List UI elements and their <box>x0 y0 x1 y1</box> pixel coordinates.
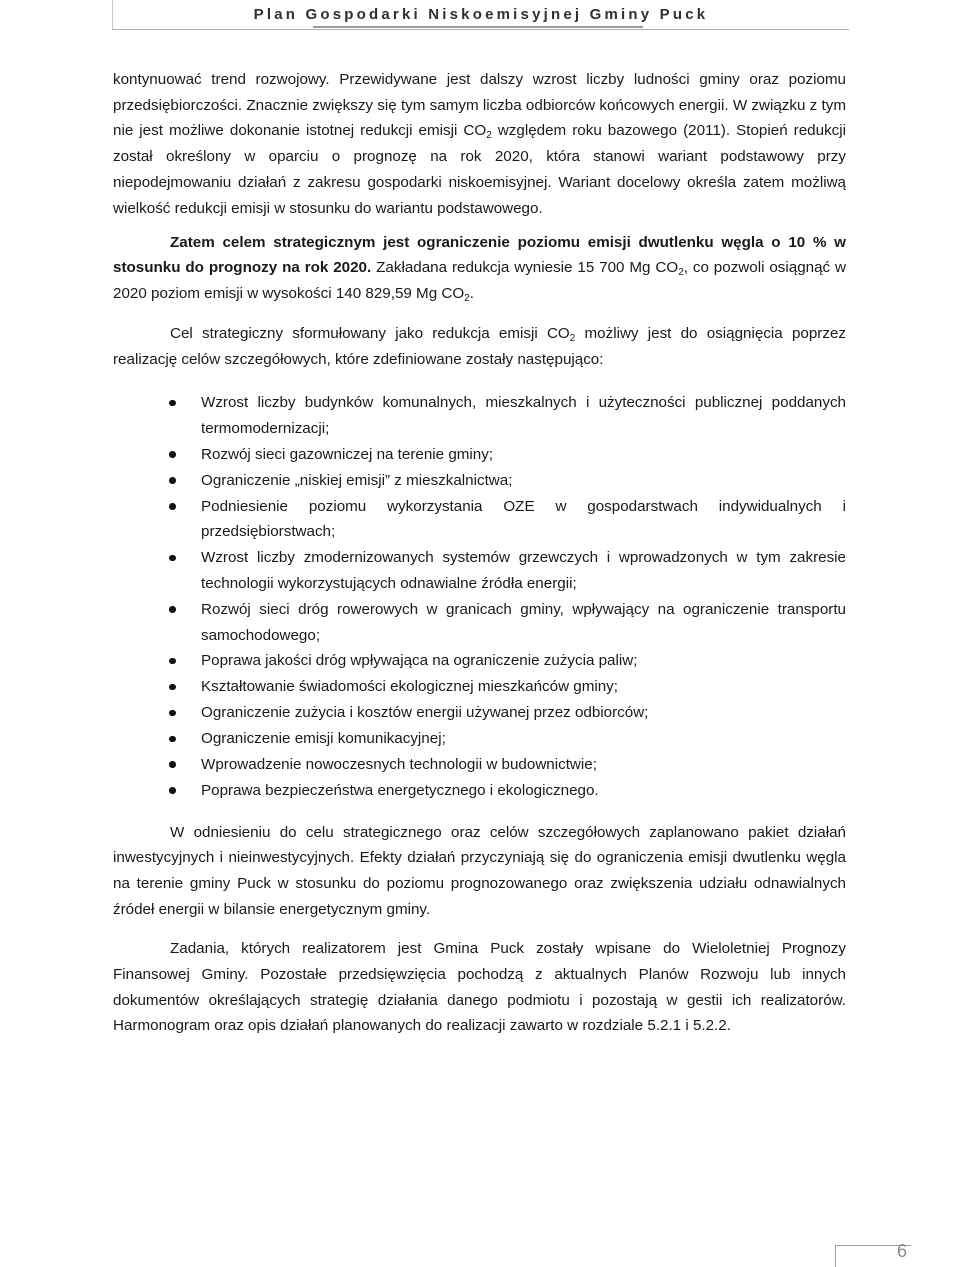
paragraph-2-text-b: , co pozwoli osiągnąć w 2020 poziom emisji w wysokości 140 829,59 Mg CO <box>113 259 846 303</box>
list-item-text: Podniesienie poziomu wykorzystania OZE w gospodarstwach indywidualnych i przedsiębiorstwach; <box>201 497 846 541</box>
paragraph-2-text-c: . <box>469 285 474 303</box>
list-item-text: Wzrost liczby zmodernizowanych systemów grzewczych i wprowadzonych w tym zakresie technologii wykorzystujących odnawialne źródła energii; <box>201 549 846 592</box>
list-item-text: Poprawa bezpieczeństwa energetycznego i ekologicznego. <box>201 781 599 799</box>
paragraph-3-text-b: możliwy jest do osiągnięcia poprzez realizację celów szczegółowych, które zdefiniowane zostały następująco: <box>113 324 846 368</box>
bullet-icon <box>169 761 176 768</box>
paragraph-5: Zadania, których realizatorem jest Gmina Puck zostały wpisane do Wieloletniej Prognozy Finansowej Gminy. Pozostałe przedsięwzięcia pochodzą z aktualnych Planów Rozwoju lub innych dokumentów określających strategię działania danego podmiotu i pozostają w gestii ich realizatorów. Harmonogram oraz opis działań planowanych do realizacji zawarto w rozdziale 5.2.1 i 5.2.2. <box>113 940 846 1035</box>
list-item-text: Kształtowanie świadomości ekologicznej mieszkańców gminy; <box>201 678 618 696</box>
bullet-icon <box>169 606 176 613</box>
bullet-icon <box>169 736 176 743</box>
co2-subscript: 2 <box>569 332 576 344</box>
list-item-text: Ograniczenie emisji komunikacyjnej; <box>201 730 446 748</box>
strategic-goal-statement: Zatem celem strategicznym jest ograniczenie poziomu emisji dwutlenku węgla o 10 % w stosunku do prognozy na rok 2020. <box>113 233 846 277</box>
list-item <box>113 700 846 726</box>
co2-subscript: 2 <box>464 293 470 305</box>
list-item <box>113 778 846 804</box>
paragraph-1-text-a: kontynuować trend rozwojowy. Przewidywane jest dalszy wzrost liczby ludności gminy oraz poziomu przedsiębiorczości. Znacznie zwiększy się tym samym liczba odbiorców końcowych energii. W związku z tym nie jest możliwe dokonanie istotnej redukcji emisji CO <box>113 71 846 140</box>
list-item-text: Wprowadzenie nowoczesnych technologii w budownictwie; <box>201 755 597 773</box>
list-item <box>113 494 846 545</box>
header-rule <box>313 26 643 28</box>
list-item-text: Ograniczenie zużycia i kosztów energii używanej przez odbiorców; <box>201 704 649 722</box>
page-footer <box>835 1241 911 1267</box>
paragraph-3 <box>113 321 846 372</box>
bullet-icon <box>169 451 176 458</box>
paragraph-3-text-a: Cel strategiczny sformułowany jako redukcja emisji CO <box>170 324 570 342</box>
list-item <box>113 390 846 441</box>
list-item-text: Poprawa jakości dróg wpływająca na ograniczenie zużycia paliw; <box>201 652 638 670</box>
list-item <box>113 726 846 752</box>
bullet-icon <box>169 555 176 562</box>
bullet-icon <box>169 503 176 510</box>
page-number: 6 <box>896 1241 907 1261</box>
page-header <box>112 0 849 30</box>
list-item <box>113 752 846 778</box>
bullet-icon <box>169 787 176 794</box>
list-item <box>113 674 846 700</box>
bullet-icon <box>169 477 176 484</box>
list-item <box>113 545 846 596</box>
co2-subscript: 2 <box>486 130 492 142</box>
paragraph-2 <box>113 230 846 307</box>
paragraph-1-text-b: względem roku bazowego (2011). Stopień redukcji został określony w oparciu o prognozę na rok 2020, która stanowi wariant podstawowy przy niepodejmowaniu działań z zakresu gospodarki niskoemisyjnej. Wariant docelowy określa zatem możliwą wielkość redukcji emisji w stosunku do wariantu podstawowego. <box>113 122 847 217</box>
bullet-icon <box>169 710 176 717</box>
list-item-text: Rozwój sieci gazowniczej na terenie gminy; <box>201 445 494 463</box>
co2-subscript: 2 <box>678 267 684 279</box>
bullet-icon <box>169 400 176 407</box>
page-body <box>113 67 846 1048</box>
document-title: Plan Gospodarki Niskoemisyjnej Gminy Puck <box>253 6 709 23</box>
list-item-text: Ograniczenie „niskiej emisji” z mieszkalnictwa; <box>201 471 513 489</box>
paragraph-4: W odniesieniu do celu strategicznego oraz celów szczegółowych zaplanowano pakiet działań inwestycyjnych i nieinwestycyjnych. Efekty działań przyczyniają się do ograniczenia emisji dwutlenku węgla na terenie gminy Puck w stosunku do poziomu prognozowanego oraz zwiększenia udziału odnawialnych źródeł energii w bilansie energetycznym gminy. <box>113 823 846 918</box>
paragraph-2-text-a: Zakładana redukcja wyniesie 15 700 Mg CO <box>371 259 679 277</box>
list-item <box>113 442 846 468</box>
bullet-icon <box>169 658 176 665</box>
list-item <box>113 648 846 674</box>
list-item-text: Wzrost liczby budynków komunalnych, mieszkalnych i użyteczności publicznej poddanych termomodernizacji; <box>201 394 846 437</box>
paragraph-1 <box>113 67 846 221</box>
list-item-text: Rozwój sieci dróg rowerowych w granicach gminy, wpływający na ograniczenie transportu samochodowego; <box>201 600 846 644</box>
detailed-goals-list <box>113 390 846 803</box>
list-item <box>113 468 846 494</box>
list-item <box>113 597 846 648</box>
bullet-icon <box>169 684 176 691</box>
